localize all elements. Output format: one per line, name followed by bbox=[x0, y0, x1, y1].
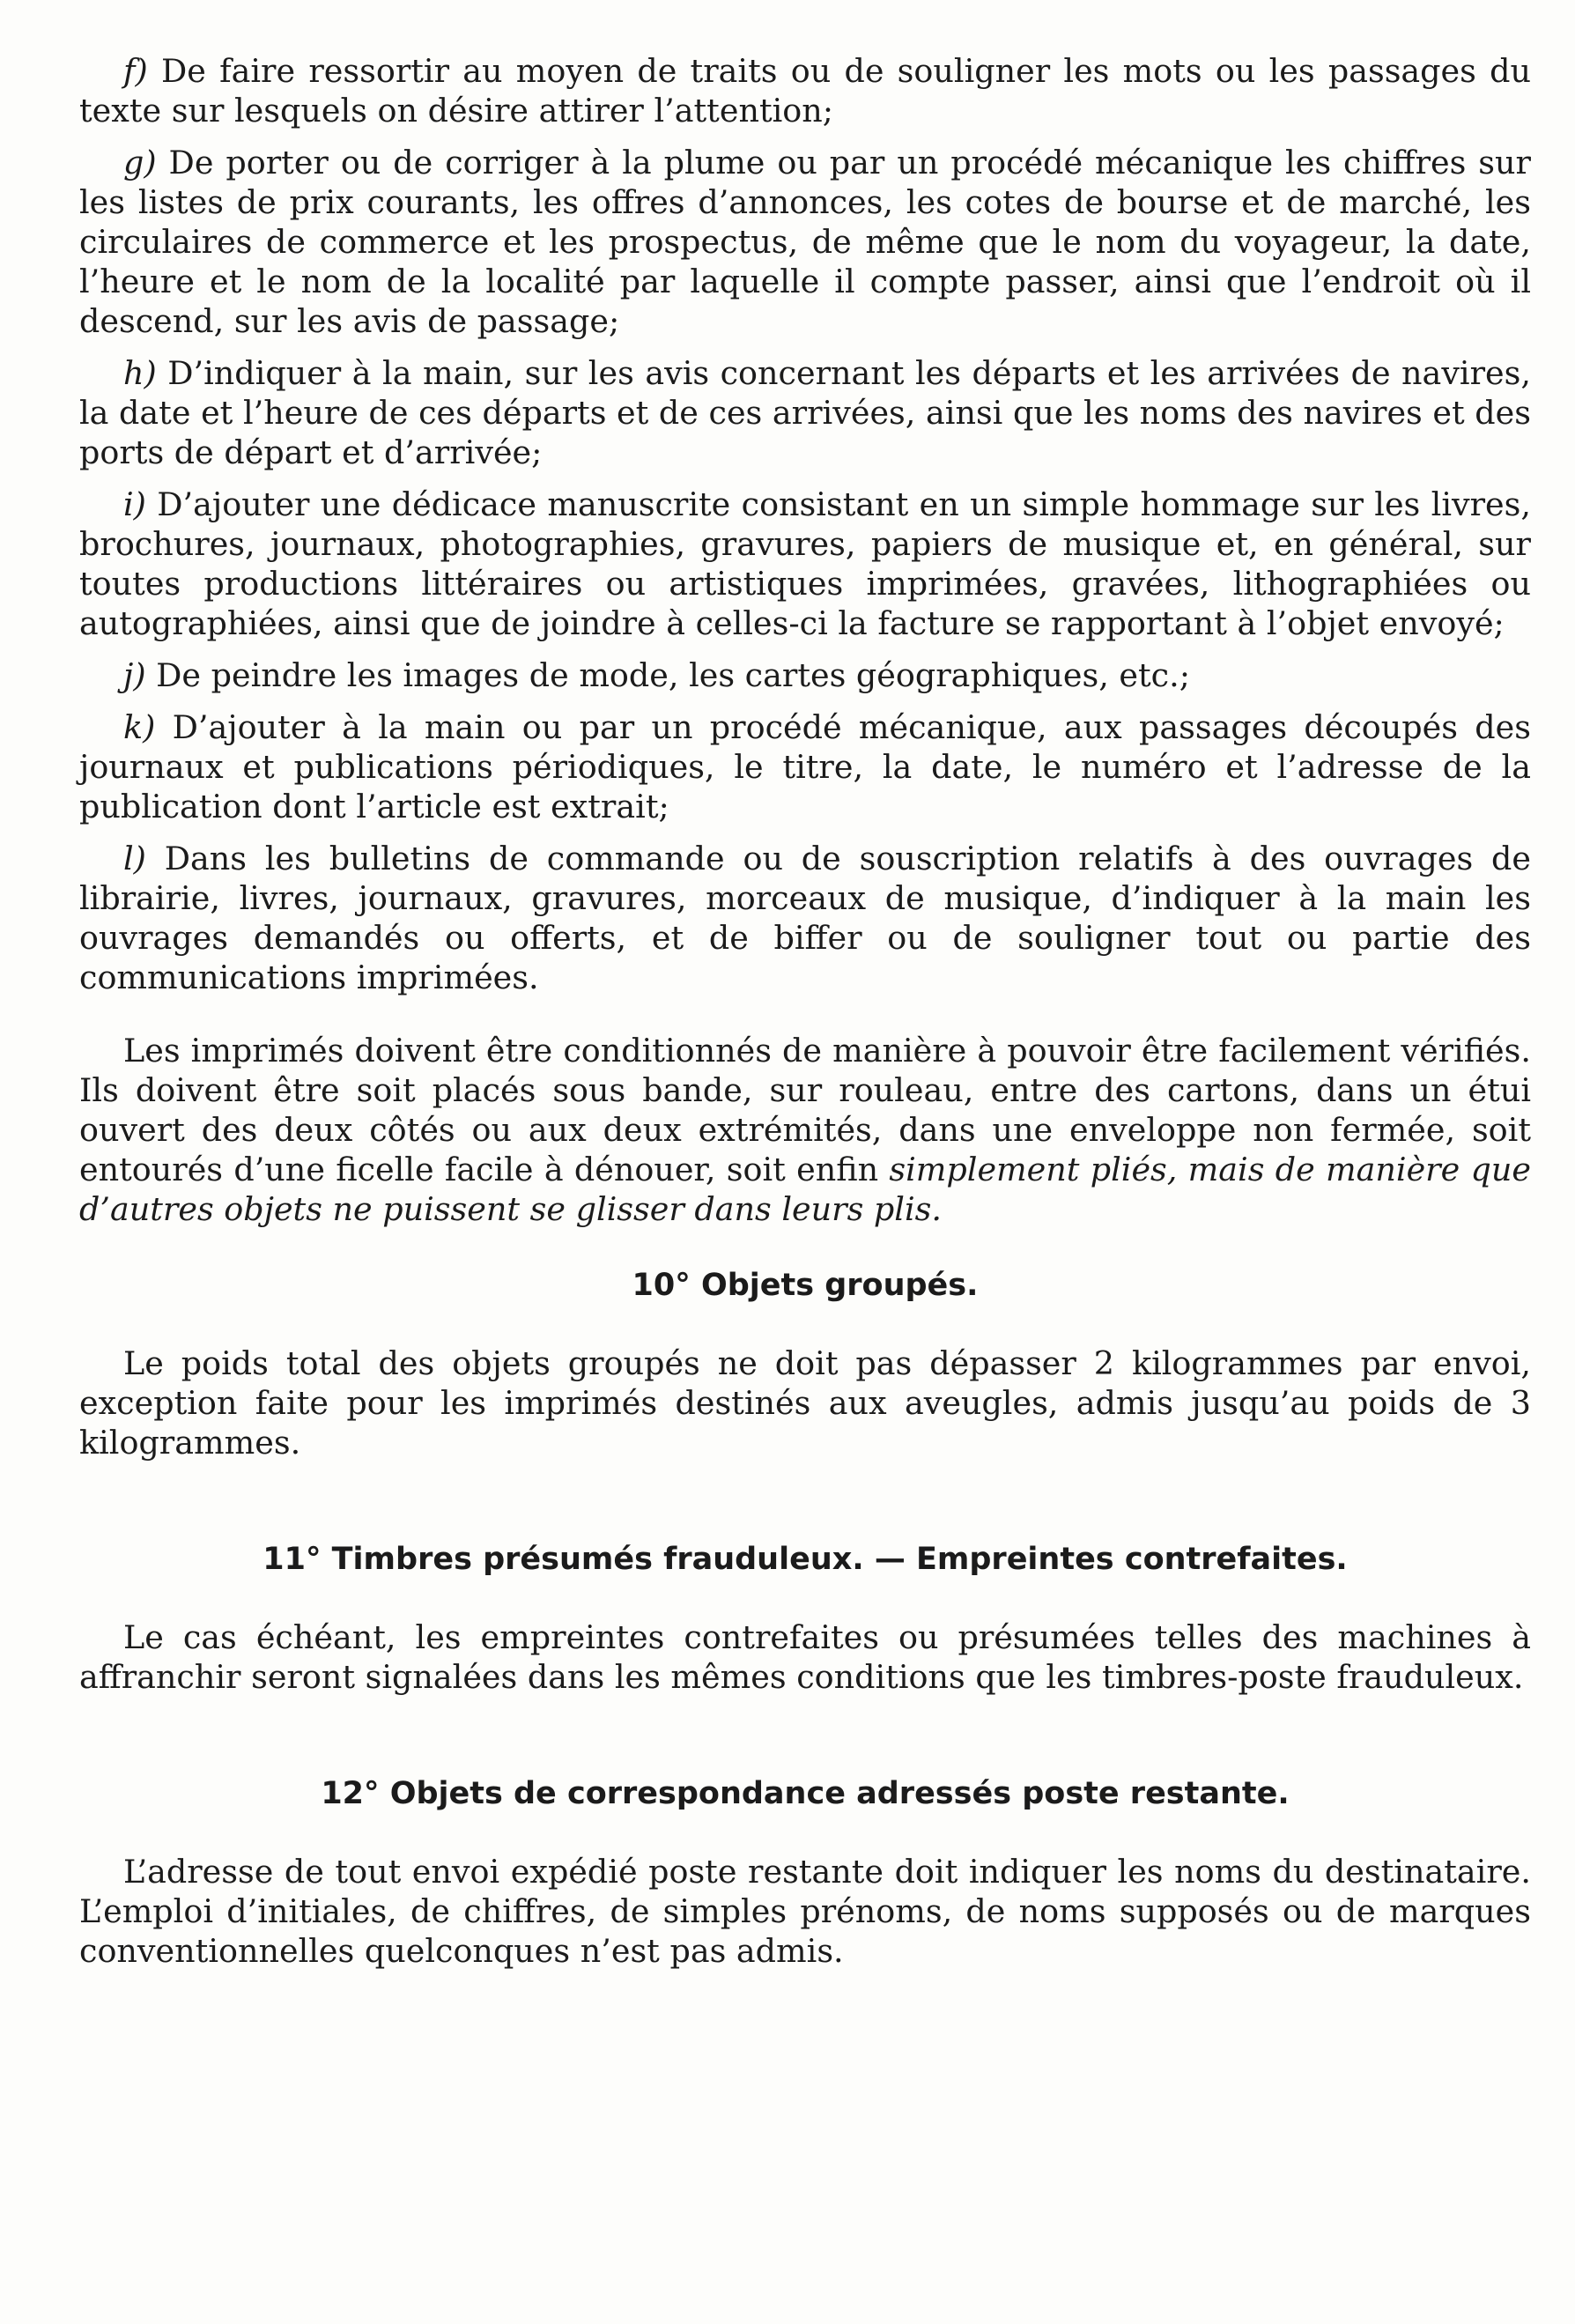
section-heading-10: 10° Objets groupés. bbox=[632, 1268, 979, 1303]
list-item-h bbox=[79, 353, 1531, 472]
list-item-g bbox=[79, 143, 1531, 341]
list-item-k bbox=[79, 707, 1531, 826]
list-item-i bbox=[79, 485, 1531, 643]
item-text: D’ajouter une dédicace manuscrite consistant en un simple hommage sur les livres, brochures, journaux, photographies, gravures, papiers de musique et, en général, sur toutes productions littéraires ou artistiques imprimées, gravées, lithographiées ou autographiées, ainsi que de joindre à celles-ci la facture se rapportant à l’objet envoyé; bbox=[79, 485, 1531, 642]
item-letter: f) bbox=[123, 52, 148, 90]
closing-text: Les imprimés doivent être conditionnés de manière à pouvoir être facilement vérifiés. Ils doivent être soit placés sous bande, sur rouleau, entre des cartons, dans un étui ouvert des deux côtés ou aux deux extrémités, dans une enveloppe non fermée, soit entourés d’une ficelle facile à dénouer, soit enfin bbox=[79, 1032, 1531, 1188]
item-text: D’indiquer à la main, sur les avis concernant les départs et les arrivées de navires, la date et l’heure de ces départs et de ces arrivées, ainsi que les noms des navires et des ports de départ et d’arrivée; bbox=[79, 354, 1531, 471]
item-text: De faire ressortir au moyen de traits ou de souligner les mots ou les passages du texte sur lesquels on désire attirer l’attention; bbox=[79, 52, 1531, 130]
section-heading-11: 11° Timbres présumés frauduleux. — Empreintes contrefaites. bbox=[262, 1542, 1348, 1577]
list-item-f bbox=[79, 51, 1531, 130]
closing-paragraph bbox=[79, 1031, 1531, 1229]
list-item-l bbox=[79, 839, 1531, 997]
section-text-11: Le cas échéant, les empreintes contrefaites ou présumées telles des machines à affranchir seront signalées dans les mêmes conditions que les timbres-poste frauduleux. bbox=[79, 1618, 1531, 1696]
item-letter: h) bbox=[123, 354, 157, 392]
item-letter: i) bbox=[123, 485, 146, 523]
item-letter: l) bbox=[123, 840, 146, 877]
item-text: D’ajouter à la main ou par un procédé mécanique, aux passages découpés des journaux et publications périodiques, le titre, la date, le numéro et l’adresse de la publication dont l’article est extrait; bbox=[79, 708, 1531, 825]
item-letter: k) bbox=[123, 708, 156, 746]
item-text: De porter ou de corriger à la plume ou par un procédé mécanique les chiffres sur les listes de prix courants, les offres d’annonces, les cotes de bourse et de marché, les circulaires de commerce et les prospectus, de même que le nom du voyageur, la date, l’heure et le nom de la localité par laquelle il compte passer, ainsi que l’endroit où il descend, sur les avis de passage; bbox=[79, 144, 1531, 340]
section-text-12: L’adresse de tout envoi expédié poste restante doit indiquer les noms du destinataire. L’emploi d’initiales, de chiffres, de simples prénoms, de noms supposés ou de marques conventionnelles quelconques n’est pas admis. bbox=[79, 1853, 1531, 1970]
list-item-j bbox=[79, 655, 1531, 695]
item-letter: j) bbox=[123, 656, 146, 694]
item-letter: g) bbox=[123, 144, 157, 181]
section-text-10: Le poids total des objets groupés ne doit pas dépasser 2 kilogrammes par envoi, exception faite pour les imprimés destinés aux aveugles, admis jusqu’au poids de 3 kilogrammes. bbox=[79, 1344, 1531, 1462]
item-text: De peindre les images de mode, les cartes géographiques, etc.; bbox=[145, 656, 1191, 694]
section-heading-12: 12° Objets de correspondance adressés poste restante. bbox=[321, 1776, 1290, 1811]
closing-italic-text: simplement pliés, mais de manière que d’autres objets ne puissent se glisser dans leurs plis. bbox=[79, 1151, 1531, 1228]
item-text: Dans les bulletins de commande ou de souscription relatifs à des ouvrages de librairie, livres, journaux, gravures, morceaux de musique, d’indiquer à la main les ouvrages demandés ou offerts, et de biffer ou de souligner tout ou partie des communications imprimées. bbox=[79, 840, 1531, 996]
